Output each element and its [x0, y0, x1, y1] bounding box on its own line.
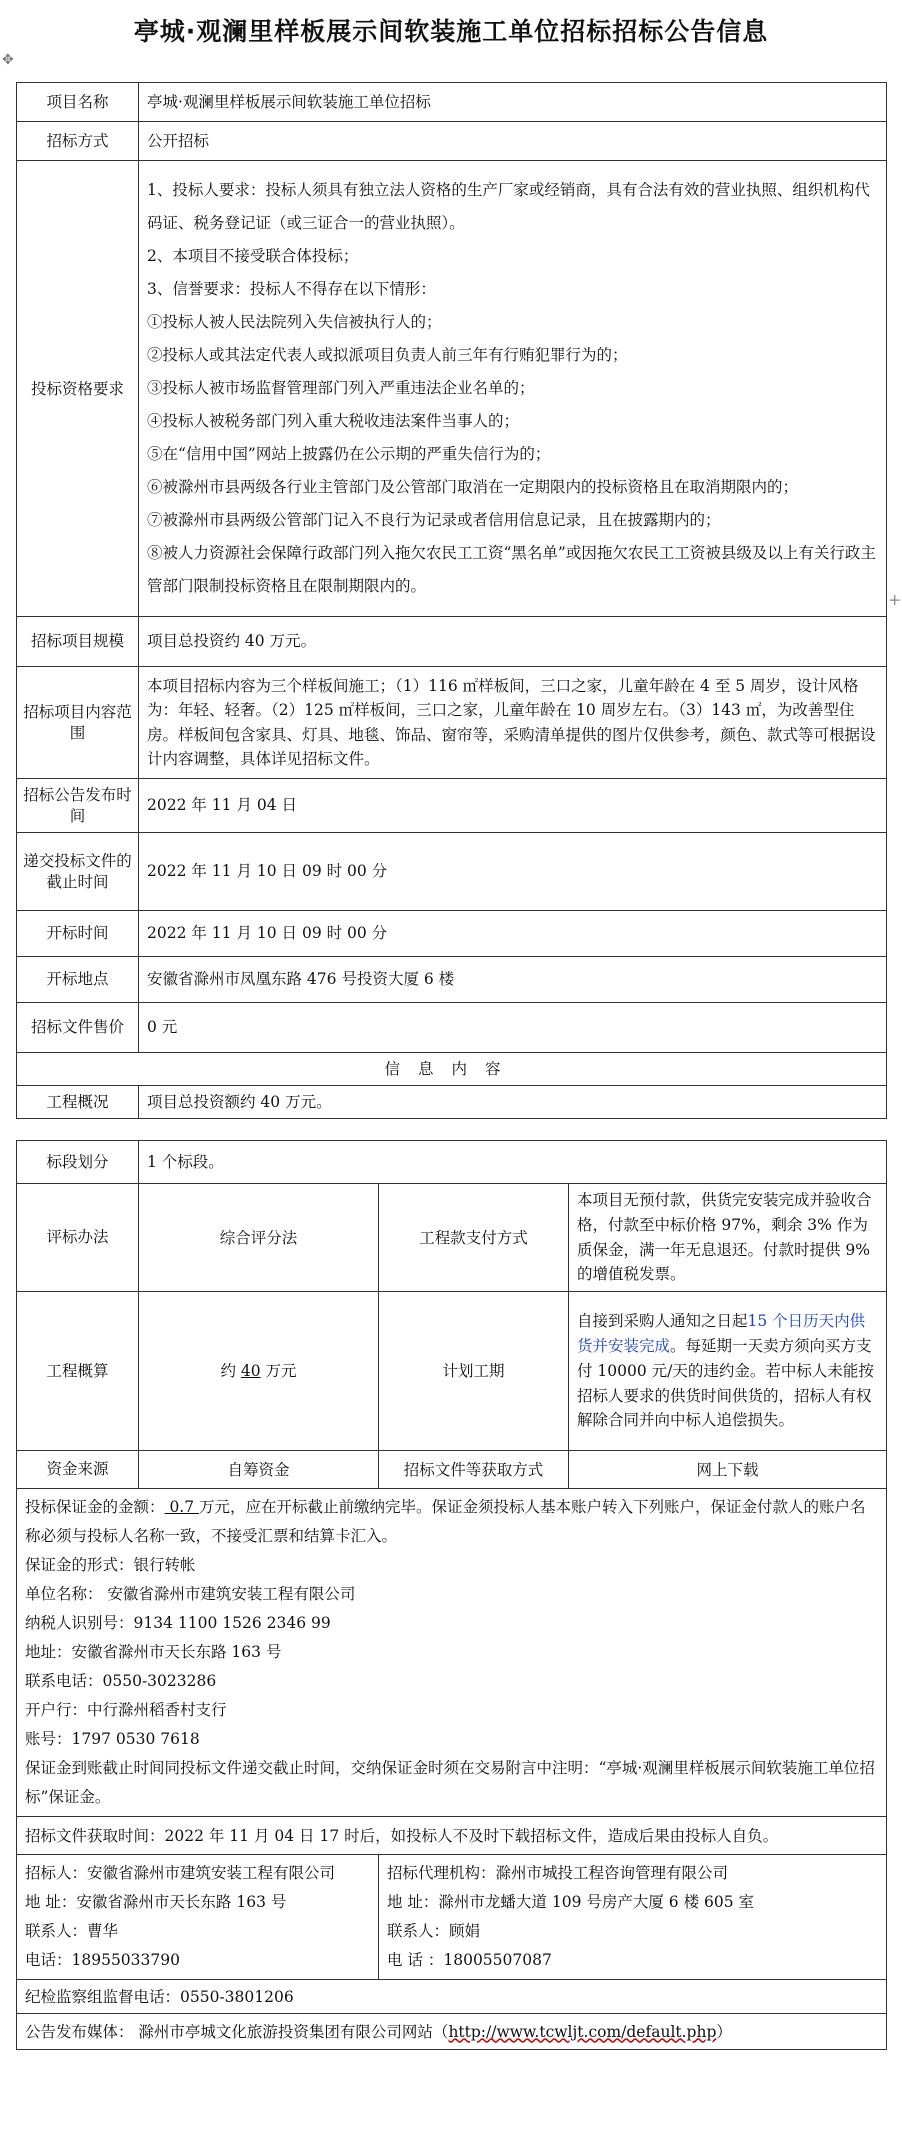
info-header: 信息内容 [17, 1053, 887, 1086]
row-deadline [17, 833, 887, 911]
deadline-value: 2022 年 11 月 10 日 09 时 00 分 [139, 833, 887, 911]
period-value [569, 1292, 887, 1451]
tenderer-block [17, 1855, 379, 1980]
deposit-line: 开户行：中行滁州稻香村支行 [25, 1701, 227, 1720]
method-value: 公开招标 [139, 122, 887, 161]
budget-value [139, 1292, 379, 1451]
budget-prefix: 约 [220, 1362, 241, 1381]
deposit-amount-line [25, 1493, 878, 1551]
deposit-line: 地址：安徽省滁州市天长东路 163 号 [25, 1643, 282, 1662]
row-publish-date [17, 779, 887, 833]
requirements-label: 投标资格要求 [17, 161, 139, 617]
open-place-label: 开标地点 [17, 957, 139, 1003]
deposit-block [17, 1489, 887, 1817]
row-acquire [17, 1817, 887, 1855]
requirement-line: 2、本项目不接受联合体投标； [147, 247, 359, 265]
row-eval [17, 1184, 887, 1292]
publish-date-value: 2022 年 11 月 04 日 [139, 779, 887, 833]
price-value: 0 元 [139, 1003, 887, 1053]
row-budget [17, 1292, 887, 1451]
tenderer-line: 招标人：安徽省滁州市建筑安装工程有限公司 [25, 1864, 336, 1883]
eval-value: 综合评分法 [139, 1184, 379, 1292]
period-highlight: 15 个日历天内供货并安装完成 [577, 1312, 866, 1355]
row-info-header [17, 1053, 887, 1086]
section-value: 1 个标段。 [139, 1141, 887, 1184]
method-label: 招标方式 [17, 122, 139, 161]
project-name-label: 项目名称 [17, 83, 139, 122]
scale-label: 招标项目规模 [17, 617, 139, 667]
budget-suffix: 万元 [260, 1362, 297, 1381]
tenderer-line: 电话：18955033790 [25, 1951, 180, 1970]
overview-value: 项目总投资额约 40 万元。 [139, 1086, 887, 1119]
announcement-table-detail [16, 1140, 887, 2050]
deposit-line: 保证金到账截止时间同投标文件递交截止时间，交纳保证金时须在交易附言中注明：“亭城·观澜里样板展示间软装施工单位招标”保证金。 [25, 1759, 875, 1807]
scope-label: 招标项目内容范围 [17, 667, 139, 779]
scale-value: 项目总投资约 40 万元。 [139, 617, 887, 667]
open-place-value: 安徽省滁州市凤凰东路 476 号投资大厦 6 楼 [139, 957, 887, 1003]
requirement-line: 1、投标人要求：投标人须具有独立法人资格的生产厂家或经销商，具有合法有效的营业执照、组织机构代码证、税务登记证（或三证合一的营业执照）。 [147, 181, 870, 232]
row-contacts [17, 1855, 887, 1980]
deposit-line: 单位名称： 安徽省滁州市建筑安装工程有限公司 [25, 1585, 356, 1604]
agent-line: 电 话 ：18005507087 [387, 1951, 552, 1970]
agent-line: 联系人：顾娟 [387, 1922, 481, 1941]
table-move-handle-icon[interactable]: ✥ [2, 52, 14, 68]
price-label: 招标文件售价 [17, 1003, 139, 1053]
requirement-line: ⑥被滁州市县两级各行业主管部门及公管部门取消在一定期限内的投标资格且在取消期限内的； [147, 478, 799, 496]
media-link[interactable]: http://www.tcwljt.com/default.php [448, 2022, 717, 2041]
requirements-value [139, 161, 887, 617]
deposit-line: 联系电话：0550-3023286 [25, 1672, 217, 1691]
publish-date-label: 招标公告发布时间 [17, 779, 139, 833]
period-label: 计划工期 [379, 1292, 569, 1451]
row-price [17, 1003, 887, 1053]
payment-value: 本项目无预付款，供货完安装完成并验收合格，付款至中标价格 97%，剩余 3% 作为质保金，满一年无息退还。付款时提供 9%的增值税发票。 [569, 1184, 887, 1292]
payment-label: 工程款支付方式 [379, 1184, 569, 1292]
row-project-name [17, 83, 887, 122]
deposit-suffix: 万元，应在开标截止前缴纳完毕。保证金须投标人基本账户转入下列账户，保证金付款人的账户名称必须与投标人名称一致，不接受汇票和结算卡汇入。 [25, 1498, 866, 1546]
agent-block [379, 1855, 887, 1980]
requirement-line: ②投标人或其法定代表人或拟派项目负责人前三年有行贿犯罪行为的； [147, 346, 628, 364]
requirement-line: ⑧被人力资源社会保障行政部门列入拖欠农民工工资“黑名单”或因拖欠农民工工资被县级及以上有关行政主管部门限制投标资格且在限制期限内的。 [147, 544, 876, 595]
requirement-line: ④投标人被税务部门列入重大税收违法案件当事人的； [147, 412, 520, 430]
row-open-time [17, 911, 887, 957]
budget-number: 40 [240, 1362, 261, 1381]
eval-label: 评标办法 [17, 1184, 139, 1292]
deposit-line: 纳税人识别号：9134 1100 1526 2346 99 [25, 1614, 331, 1633]
row-scale [17, 617, 887, 667]
open-time-value: 2022 年 11 月 10 日 09 时 00 分 [139, 911, 887, 957]
row-section [17, 1141, 887, 1184]
requirement-line: ③投标人被市场监督管理部门列入严重违法企业名单的； [147, 379, 535, 397]
media-suffix: ） [716, 2022, 732, 2041]
deposit-amount: 0.7 [164, 1498, 200, 1517]
row-overview [17, 1086, 887, 1119]
tenderer-line: 联系人：曹华 [25, 1922, 119, 1941]
period-suffix: 。每延期一天卖方须向买方支付 10000 元/天的违约金。若中标人未能按招标人要求的供货时间供货的，招标人有权解除合同并向中标人追偿损失。 [577, 1336, 874, 1430]
agent-line: 地 址：滁州市龙蟠大道 109 号房产大厦 6 楼 605 室 [387, 1893, 755, 1912]
get-value: 网上下载 [569, 1451, 887, 1489]
requirement-line: 3、信誉要求：投标人不得存在以下情形： [147, 280, 436, 298]
media-prefix: 公告发布媒体： 滁州市亭城文化旅游投资集团有限公司网站（ [25, 2022, 449, 2041]
deadline-label: 递交投标文件的截止时间 [17, 833, 139, 911]
get-label: 招标文件等获取方式 [379, 1451, 569, 1489]
budget-label: 工程概算 [17, 1292, 139, 1451]
deposit-prefix: 投标保证金的金额： [25, 1498, 165, 1517]
media-value [17, 2014, 887, 2050]
deposit-line: 保证金的形式：银行转帐 [25, 1556, 196, 1575]
period-prefix: 自接到采购人通知之日起 [577, 1312, 748, 1331]
announcement-table-main [16, 82, 887, 1119]
agent-line: 招标代理机构：滁州市城投工程咨询管理有限公司 [387, 1864, 729, 1883]
scope-value: 本项目招标内容为三个样板间施工；（1）116 ㎡样板间，三口之家，儿童年龄在 4 至 5 周岁，设计风格为：年轻、轻奢。（2）125 ㎡样板间，三口之家，儿童年龄在 10 周岁左右。（3）143 ㎡，为改善型住房。样板间包含家具、灯具、地毯、饰品、窗帘等，采购清单提供的图片仅供参考，颜色、款式等可根据设计内容调整，具体详见招标文件。 [139, 667, 887, 779]
row-method [17, 122, 887, 161]
requirement-line: ①投标人被人民法院列入失信被执行人的； [147, 313, 442, 331]
row-supervision [17, 1980, 887, 2014]
section-label: 标段划分 [17, 1141, 139, 1184]
fund-label: 资金来源 [17, 1451, 139, 1489]
overview-label: 工程概况 [17, 1086, 139, 1119]
deposit-line: 账号：1797 0530 7618 [25, 1730, 200, 1749]
add-column-icon[interactable]: + [888, 590, 902, 609]
tenderer-line: 地 址：安徽省滁州市天长东路 163 号 [25, 1893, 287, 1912]
row-open-place [17, 957, 887, 1003]
row-media [17, 2014, 887, 2050]
requirement-line: ⑦被滁州市县两级公管部门记入不良行为记录或者信用信息记录，且在披露期内的； [147, 511, 721, 529]
acquire-value: 招标文件获取时间：2022 年 11 月 04 日 17 时后，如投标人不及时下载招标文件，造成后果由投标人自负。 [17, 1817, 887, 1855]
supervision-value: 纪检监察组监督电话：0550-3801206 [17, 1980, 887, 2014]
requirement-line: ⑤在“信用中国”网站上披露仍在公示期的严重失信行为的； [147, 445, 551, 463]
page-title: 亭城·观澜里样板展示间软装施工单位招标招标公告信息 [133, 17, 769, 46]
open-time-label: 开标时间 [17, 911, 139, 957]
row-fund [17, 1451, 887, 1489]
row-requirements [17, 161, 887, 617]
row-deposit [17, 1489, 887, 1817]
row-scope [17, 667, 887, 779]
fund-value: 自筹资金 [139, 1451, 379, 1489]
project-name-value: 亭城·观澜里样板展示间软装施工单位招标 [139, 83, 887, 122]
